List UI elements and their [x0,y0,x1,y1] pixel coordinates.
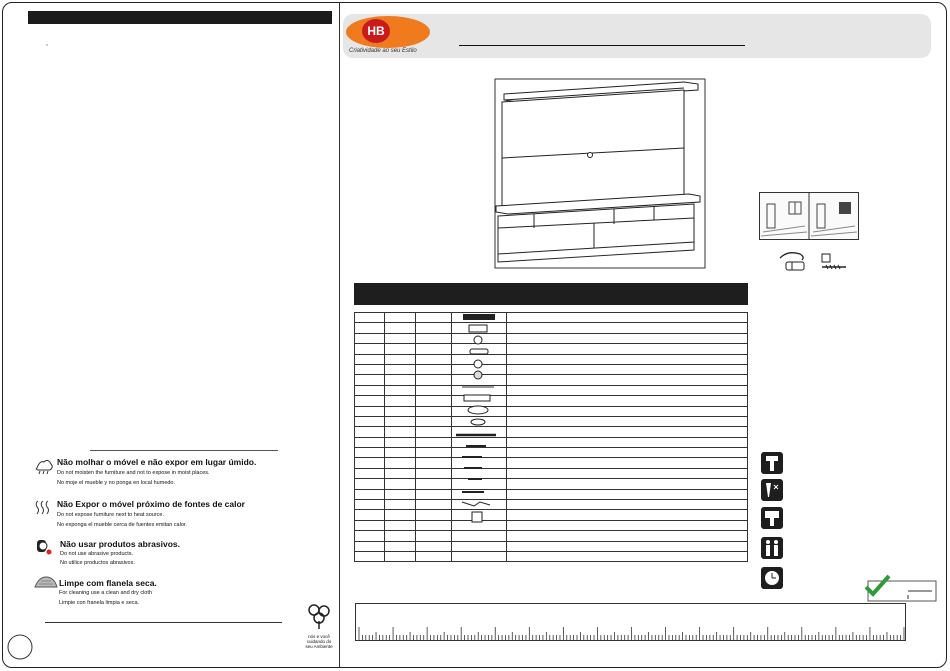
parts-cell [506,458,747,468]
abrasive-product-icon [34,538,56,556]
care-title: Limpe com flanela seca. [59,578,157,588]
parts-cell [415,541,451,551]
dowel-icon [470,349,488,354]
parts-cell [415,385,451,395]
page-divider [339,3,340,667]
parts-row [355,458,748,468]
care-line-en: Do not moisten the furniture and not to expose in moist places. [57,470,210,476]
heat-source-icon [34,500,54,516]
parts-cell [415,551,451,561]
parts-cell [384,354,415,364]
parts-cell [506,385,747,395]
parts-cell [506,541,747,551]
parts-cell [506,344,747,354]
parts-cell [384,510,415,520]
parts-cell [355,406,385,416]
parts-cell [355,541,385,551]
parts-cell [415,479,451,489]
screwdriver-icon [761,479,783,501]
two-people-icon [761,537,783,559]
parts-cell [355,375,385,385]
parts-cell [384,500,415,510]
fitting-icon [462,502,490,506]
parts-row [355,520,748,530]
parts-cell [355,531,385,541]
glide-icon [471,419,485,425]
parts-row [355,333,748,343]
parts-cell [384,427,415,437]
parts-cell [415,427,451,437]
eco-text [304,634,334,649]
parts-row [355,479,748,489]
parts-cell [384,551,415,561]
parts-cell [384,541,415,551]
parts-cell [415,416,451,426]
parts-cell [415,510,451,520]
parts-cell [415,344,451,354]
parts-cell [506,520,747,530]
stray-mark: , [46,40,48,47]
parts-cell [506,510,747,520]
parts-cell [506,479,747,489]
parts-cell [384,396,415,406]
parts-cell [506,437,747,447]
parts-cell [415,364,451,374]
parts-row [355,385,748,395]
parts-cell [384,520,415,530]
parts-cell [384,344,415,354]
care-title: Não usar produtos abrasivos. [60,539,180,549]
parts-cell [384,364,415,374]
clock-icon [761,567,783,589]
parts-cell [355,385,385,395]
parts-row [355,551,748,561]
care-title: Não molhar o móvel e não expor em lugar úmido. [57,457,257,467]
parts-cell [355,489,385,499]
parts-cell [384,479,415,489]
parts-cell [506,364,747,374]
parts-cell [506,375,747,385]
parts-cell [415,489,451,499]
care-line-es: No utilice productos abrasivos. [60,560,135,566]
parts-row [355,489,748,499]
parts-row [355,531,748,541]
cam-lock-icon [474,336,482,344]
parts-cell [415,406,451,416]
parts-cell [506,531,747,541]
parts-cell [355,479,385,489]
parts-cell [355,437,385,447]
parts-cell [415,520,451,530]
parts-row [355,427,748,437]
parts-row [355,323,748,333]
parts-cell [506,489,747,499]
parts-cell [506,323,747,333]
parts-row [355,313,748,323]
parts-cell [355,510,385,520]
parts-cell [415,333,451,343]
parts-cell [415,448,451,458]
quality-check-icon [862,573,938,603]
room-scene-illustration [759,192,859,240]
hardware-illustration [778,250,850,276]
brand-tagline: Criatividade ao seu Estilo [349,48,417,54]
parts-cell [355,427,385,437]
cap-icon [474,371,482,379]
title-underline [459,45,745,46]
parts-cell [415,323,451,333]
parts-cell [355,344,385,354]
measuring-ruler [355,603,906,641]
parts-cell [355,364,385,374]
parts-row [355,375,748,385]
care-line-en: Do not use abrasive products. [60,551,134,557]
care-line-en: For cleaning use a clean and dry cloth [59,590,152,596]
parts-cell [415,437,451,447]
parts-cell [384,313,415,323]
bottom-rule [45,622,282,623]
parts-cell [355,323,385,333]
parts-row [355,500,748,510]
left-header-bar [28,11,332,24]
parts-cell [506,313,747,323]
parts-cell [355,520,385,530]
parts-list-table [354,312,748,562]
parts-cell [384,437,415,447]
parts-cell [355,458,385,468]
parts-cell [384,333,415,343]
care-line-es: No exponga el mueble cerca de fuentes emitan calor. [57,522,187,528]
parts-cell [355,416,385,426]
bracket-icon [468,406,488,414]
parts-row [355,510,748,520]
mallet-icon [761,507,783,529]
parts-cell [384,385,415,395]
parts-cell [355,396,385,406]
parts-row [355,396,748,406]
cam-nut-icon [474,360,482,368]
parts-cell [506,427,747,437]
hammer-icon [761,452,783,474]
parts-cell [384,406,415,416]
parts-cell [384,458,415,468]
hinge-plate-icon [464,395,490,401]
parts-cell [384,323,415,333]
parts-cell [415,458,451,468]
parts-cell [355,500,385,510]
care-line-es: No moje el mueble y no ponga en local humedo. [57,480,176,486]
parts-row [355,448,748,458]
care-divider [90,450,278,451]
parts-cell [384,375,415,385]
parts-cell [506,551,747,561]
care-line-es: Limpie con franela limpia e seca. [59,600,140,606]
page-corner-circle [6,632,34,662]
care-title: Não Expor o móvel próximo de fontes de calor [57,499,245,509]
parts-thumbnails [452,312,506,592]
parts-cell [355,468,385,478]
parts-row [355,364,748,374]
parts-row [355,344,748,354]
parts-cell [415,468,451,478]
parts-cell [384,448,415,458]
header-band [343,14,931,58]
parts-cell [415,500,451,510]
bag-icon [472,512,482,522]
parts-cell [506,416,747,426]
eco-line: nós e você [308,634,330,639]
parts-cell [384,531,415,541]
dry-cloth-icon [34,575,58,589]
parts-row [355,416,748,426]
parts-cell [384,468,415,478]
care-line-en: Do not expose furniture next to heat source. [57,512,165,518]
panel-part-icon [463,314,495,320]
parts-cell [506,448,747,458]
parts-cell [506,500,747,510]
eco-line: cuidando do [306,639,332,644]
eco-logo [304,603,334,653]
parts-cell [506,396,747,406]
parts-cell [506,354,747,364]
parts-cell [415,375,451,385]
parts-cell [384,416,415,426]
parts-cell [506,406,747,416]
brand-logo-mark: HB [362,19,390,43]
parts-cell [415,313,451,323]
parts-cell [355,354,385,364]
eco-line: seu Ambiente [305,644,333,649]
parts-cell [415,396,451,406]
parts-cell [355,448,385,458]
parts-cell [355,313,385,323]
parts-row [355,541,748,551]
parts-row [355,406,748,416]
parts-cell [415,531,451,541]
water-drop-icon [34,459,54,475]
parts-row [355,468,748,478]
parts-row [355,437,748,447]
tv-panel-illustration [494,78,706,270]
tree-icon [304,603,334,629]
parts-row [355,354,748,364]
shelf-part-icon [469,325,487,332]
parts-cell [355,551,385,561]
parts-cell [355,333,385,343]
parts-list-header [354,283,748,305]
parts-cell [506,468,747,478]
parts-cell [384,489,415,499]
parts-cell [415,354,451,364]
parts-cell [506,333,747,343]
